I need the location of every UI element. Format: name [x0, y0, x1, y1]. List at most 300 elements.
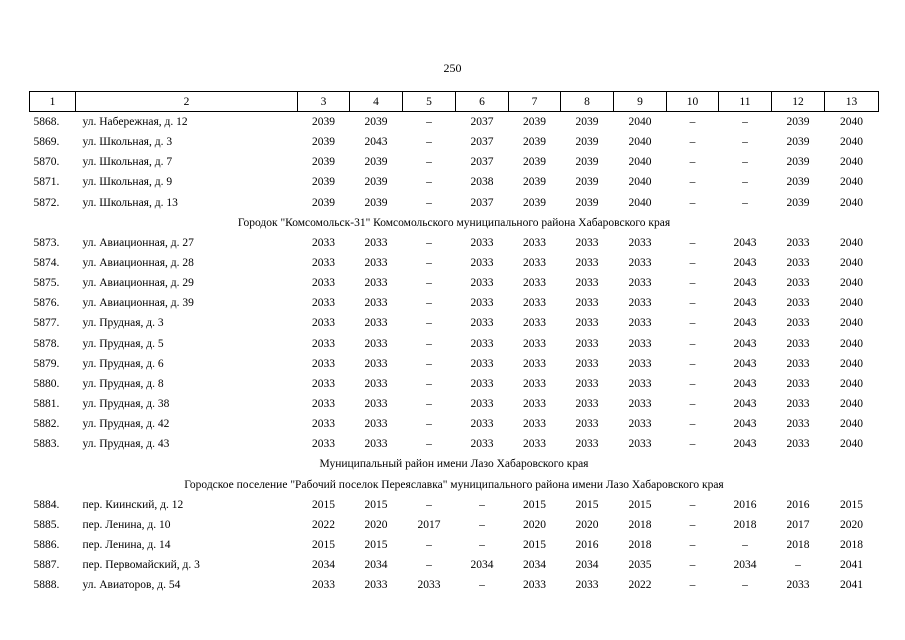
value-cell-col-11: 2043 — [733, 398, 757, 411]
value-cell-col-6: 2033 — [470, 337, 494, 350]
value-cell-col-9: 2033 — [628, 337, 652, 350]
value-cell-col-6: 2033 — [470, 236, 494, 249]
address-cell: пер. Киинский, д. 12 — [82, 498, 184, 511]
value-cell-col-5: – — [426, 257, 432, 270]
value-cell-col-13: 2040 — [840, 297, 863, 310]
value-cell-col-3: 2033 — [312, 277, 335, 290]
value-cell-col-7: 2033 — [523, 438, 546, 451]
value-cell-col-10: – — [689, 116, 696, 129]
value-cell-col-5: – — [426, 317, 432, 330]
table-header-row — [30, 92, 879, 112]
value-cell-col-5: – — [426, 418, 432, 431]
value-cell-col-4: 2015 — [364, 498, 388, 511]
table-row — [30, 253, 879, 273]
value-cell-col-4: 2033 — [364, 337, 388, 350]
value-cell-col-10: – — [689, 498, 696, 511]
page-number: 250 — [443, 61, 462, 75]
address-cell: ул. Прудная, д. 8 — [82, 377, 164, 390]
row-number: 5869. — [33, 136, 60, 149]
value-cell-col-4: 2015 — [364, 539, 388, 552]
value-cell-col-9: 2022 — [628, 579, 652, 592]
value-cell-col-10: – — [689, 297, 696, 310]
value-cell-col-5: – — [426, 297, 432, 310]
value-cell-col-12: 2016 — [786, 498, 810, 511]
value-cell-col-3: 2033 — [312, 297, 335, 310]
table-row — [30, 152, 879, 172]
section-heading-row — [30, 454, 879, 474]
value-cell-col-7: 2015 — [523, 539, 546, 552]
table-row — [30, 555, 879, 575]
row-number: 5874. — [33, 257, 60, 270]
value-cell-col-13: 2040 — [840, 418, 863, 431]
value-cell-col-4: 2033 — [364, 297, 388, 310]
row-number: 5876. — [33, 297, 60, 310]
value-cell-col-7: 2033 — [523, 398, 546, 411]
value-cell-col-5: – — [426, 559, 432, 572]
value-cell-col-13: 2040 — [840, 136, 863, 149]
value-cell-col-12: 2033 — [786, 317, 810, 330]
value-cell-col-5: – — [426, 398, 432, 411]
value-cell-col-10: – — [689, 418, 696, 431]
value-cell-col-10: – — [689, 438, 696, 451]
row-number: 5875. — [33, 277, 60, 290]
value-cell-col-3: 2033 — [312, 398, 335, 411]
value-cell-col-4: 2039 — [364, 176, 388, 189]
address-cell: ул. Школьная, д. 3 — [82, 136, 173, 149]
value-cell-col-13: 2041 — [840, 579, 863, 592]
value-cell-col-11: 2043 — [733, 236, 757, 249]
value-cell-col-12: 2033 — [786, 236, 810, 249]
value-cell-col-7: 2033 — [523, 579, 546, 592]
value-cell-col-6: 2037 — [470, 156, 494, 169]
value-cell-col-8: 2033 — [575, 317, 599, 330]
value-cell-col-8: 2033 — [575, 277, 599, 290]
value-cell-col-7: 2015 — [523, 498, 546, 511]
value-cell-col-13: 2018 — [840, 539, 863, 552]
value-cell-col-5: – — [426, 156, 432, 169]
value-cell-col-7: 2039 — [523, 156, 546, 169]
table-row — [30, 193, 879, 213]
value-cell-col-4: 2033 — [364, 377, 388, 390]
value-cell-col-11: 2043 — [733, 438, 757, 451]
value-cell-col-8: 2034 — [575, 559, 599, 572]
value-cell-col-8: 2033 — [575, 337, 599, 350]
value-cell-col-7: 2033 — [523, 337, 546, 350]
table-row — [30, 575, 879, 595]
value-cell-col-10: – — [689, 277, 696, 290]
value-cell-col-7: 2039 — [523, 196, 546, 209]
value-cell-col-9: 2040 — [628, 196, 652, 209]
address-cell: ул. Прудная, д. 43 — [82, 438, 170, 451]
address-cell: пер. Первомайский, д. 3 — [82, 559, 200, 572]
value-cell-col-12: 2033 — [786, 398, 810, 411]
value-cell-col-3: 2033 — [312, 438, 335, 451]
header-cell-1: 1 — [30, 92, 76, 112]
value-cell-col-4: 2033 — [364, 398, 388, 411]
value-cell-col-8: 2015 — [575, 498, 599, 511]
value-cell-col-11: 2043 — [733, 257, 757, 270]
value-cell-col-3: 2033 — [312, 579, 335, 592]
value-cell-col-6: 2037 — [470, 196, 494, 209]
table-row — [30, 293, 879, 313]
value-cell-col-6: 2034 — [470, 559, 494, 572]
header-cell-4: 4 — [350, 92, 403, 112]
value-cell-col-5: – — [426, 498, 432, 511]
address-cell: пер. Ленина, д. 14 — [82, 539, 171, 552]
value-cell-col-12: 2033 — [786, 297, 810, 310]
value-cell-col-12: 2033 — [786, 377, 810, 390]
value-cell-col-5: – — [426, 337, 432, 350]
table-row — [30, 354, 879, 374]
row-number: 5872. — [33, 196, 60, 209]
value-cell-col-10: – — [689, 136, 696, 149]
value-cell-col-6: 2033 — [470, 418, 494, 431]
value-cell-col-5: – — [426, 438, 432, 451]
value-cell-col-6: 2033 — [470, 398, 494, 411]
table-row — [30, 112, 879, 133]
value-cell-col-12: 2033 — [786, 357, 810, 370]
row-number: 5884. — [33, 498, 60, 511]
value-cell-col-3: 2033 — [312, 377, 335, 390]
section-heading: Городское поселение "Рабочий поселок Переяславка" муниципального района имени Лазо Хабаровского края — [184, 478, 724, 491]
table-row — [30, 414, 879, 434]
value-cell-col-11: – — [742, 136, 748, 149]
value-cell-col-6: 2033 — [470, 277, 494, 290]
address-cell: ул. Авиационная, д. 29 — [82, 277, 194, 290]
value-cell-col-12: 2039 — [786, 196, 810, 209]
value-cell-col-8: 2039 — [575, 156, 599, 169]
value-cell-col-8: 2033 — [575, 398, 599, 411]
value-cell-col-6: 2033 — [470, 357, 494, 370]
value-cell-col-4: 2033 — [364, 257, 388, 270]
address-cell: ул. Прудная, д. 38 — [82, 398, 170, 411]
value-cell-col-3: 2015 — [312, 539, 335, 552]
value-cell-col-9: 2018 — [628, 539, 652, 552]
value-cell-col-7: 2033 — [523, 317, 546, 330]
section-heading: Городок "Комсомольск-31" Комсомольского муниципального района Хабаровского края — [237, 216, 671, 229]
value-cell-col-13: 2040 — [840, 337, 863, 350]
table-row — [30, 132, 879, 152]
value-cell-col-7: 2033 — [523, 377, 546, 390]
value-cell-col-9: 2040 — [628, 136, 652, 149]
address-cell: ул. Прудная, д. 42 — [82, 418, 170, 431]
value-cell-col-3: 2015 — [312, 498, 335, 511]
value-cell-col-8: 2033 — [575, 236, 599, 249]
value-cell-col-13: 2040 — [840, 398, 863, 411]
value-cell-col-12: 2018 — [786, 539, 810, 552]
value-cell-col-3: 2039 — [312, 116, 335, 129]
table-row — [30, 273, 879, 293]
header-cell-3: 3 — [298, 92, 350, 112]
value-cell-col-9: 2035 — [628, 559, 652, 572]
value-cell-col-8: 2033 — [575, 257, 599, 270]
value-cell-col-9: 2040 — [628, 176, 652, 189]
value-cell-col-5: – — [426, 136, 432, 149]
header-cell-9: 9 — [614, 92, 667, 112]
value-cell-col-3: 2039 — [312, 176, 335, 189]
header-cell-6: 6 — [456, 92, 509, 112]
header-cell-8: 8 — [561, 92, 614, 112]
value-cell-col-12: 2033 — [786, 337, 810, 350]
value-cell-col-5: – — [426, 236, 432, 249]
value-cell-col-13: 2040 — [840, 176, 863, 189]
table-row — [30, 515, 879, 535]
header-cell-2: 2 — [76, 92, 298, 112]
value-cell-col-5: 2033 — [417, 579, 441, 592]
value-cell-col-8: 2033 — [575, 297, 599, 310]
value-cell-col-4: 2033 — [364, 357, 388, 370]
value-cell-col-13: 2040 — [840, 277, 863, 290]
value-cell-col-6: 2038 — [470, 176, 494, 189]
value-cell-col-5: – — [426, 377, 432, 390]
value-cell-col-13: 2040 — [840, 236, 863, 249]
table-row — [30, 434, 879, 454]
value-cell-col-11: 2043 — [733, 337, 757, 350]
table-row — [30, 394, 879, 414]
table-row — [30, 495, 879, 515]
value-cell-col-9: 2018 — [628, 518, 652, 531]
value-cell-col-11: 2034 — [733, 559, 757, 572]
value-cell-col-4: 2033 — [364, 438, 388, 451]
value-cell-col-11: – — [742, 116, 748, 129]
value-cell-col-7: 2039 — [523, 176, 546, 189]
value-cell-col-12: 2033 — [786, 579, 810, 592]
table-body — [30, 112, 879, 596]
value-cell-col-13: 2040 — [840, 196, 863, 209]
row-number: 5883. — [33, 438, 60, 451]
value-cell-col-9: 2033 — [628, 236, 652, 249]
value-cell-col-4: 2033 — [364, 418, 388, 431]
value-cell-col-5: – — [426, 357, 432, 370]
value-cell-col-5: 2017 — [417, 518, 441, 531]
value-cell-col-3: 2033 — [312, 418, 335, 431]
value-cell-col-9: 2033 — [628, 277, 652, 290]
value-cell-col-6: – — [479, 579, 485, 592]
address-cell: ул. Школьная, д. 13 — [82, 196, 178, 209]
value-cell-col-10: – — [689, 539, 696, 552]
table-row — [30, 535, 879, 555]
table-row — [30, 172, 879, 192]
value-cell-col-13: 2015 — [840, 498, 863, 511]
value-cell-col-11: 2043 — [733, 418, 757, 431]
value-cell-col-7: 2033 — [523, 297, 546, 310]
row-number: 5881. — [33, 398, 60, 411]
row-number: 5868. — [33, 116, 60, 129]
table-row — [30, 374, 879, 394]
value-cell-col-3: 2033 — [312, 257, 335, 270]
value-cell-col-8: 2020 — [575, 518, 599, 531]
value-cell-col-9: 2033 — [628, 317, 652, 330]
value-cell-col-13: 2020 — [840, 518, 863, 531]
value-cell-col-3: 2034 — [312, 559, 335, 572]
value-cell-col-9: 2033 — [628, 357, 652, 370]
value-cell-col-12: – — [795, 559, 801, 572]
value-cell-col-7: 2039 — [523, 116, 546, 129]
value-cell-col-11: 2043 — [733, 297, 757, 310]
value-cell-col-3: 2039 — [312, 156, 335, 169]
value-cell-col-9: 2033 — [628, 297, 652, 310]
value-cell-col-3: 2039 — [312, 136, 335, 149]
address-cell: ул. Прудная, д. 5 — [82, 337, 164, 350]
section-heading: Муниципальный район имени Лазо Хабаровского края — [319, 458, 589, 471]
value-cell-col-13: 2040 — [840, 357, 863, 370]
value-cell-col-5: – — [426, 176, 432, 189]
value-cell-col-13: 2040 — [840, 257, 863, 270]
value-cell-col-11: 2043 — [733, 357, 757, 370]
address-cell: ул. Прудная, д. 6 — [82, 357, 164, 370]
value-cell-col-12: 2039 — [786, 116, 810, 129]
row-number: 5880. — [33, 377, 60, 390]
value-cell-col-13: 2040 — [840, 438, 863, 451]
row-number: 5886. — [33, 539, 60, 552]
row-number: 5882. — [33, 418, 60, 431]
value-cell-col-6: – — [479, 498, 485, 511]
value-cell-col-8: 2016 — [575, 539, 599, 552]
value-cell-col-10: – — [689, 317, 696, 330]
value-cell-col-8: 2033 — [575, 579, 599, 592]
table-row — [30, 334, 879, 354]
address-cell: ул. Школьная, д. 7 — [82, 156, 173, 169]
value-cell-col-4: 2043 — [364, 136, 388, 149]
value-cell-col-8: 2033 — [575, 357, 599, 370]
value-cell-col-6: 2037 — [470, 136, 494, 149]
value-cell-col-13: 2040 — [840, 156, 863, 169]
value-cell-col-8: 2033 — [575, 438, 599, 451]
value-cell-col-12: 2033 — [786, 418, 810, 431]
value-cell-col-4: 2033 — [364, 317, 388, 330]
header-cell-7: 7 — [509, 92, 561, 112]
table-row — [30, 233, 879, 253]
value-cell-col-6: 2033 — [470, 257, 494, 270]
address-cell: ул. Авиационная, д. 27 — [82, 236, 194, 249]
address-cell: ул. Авиаторов, д. 54 — [82, 579, 181, 592]
value-cell-col-4: 2039 — [364, 156, 388, 169]
value-cell-col-4: 2033 — [364, 277, 388, 290]
value-cell-col-8: 2039 — [575, 176, 599, 189]
value-cell-col-7: 2020 — [523, 518, 546, 531]
value-cell-col-4: 2033 — [364, 579, 388, 592]
row-number: 5870. — [33, 156, 60, 169]
row-number: 5885. — [33, 518, 60, 531]
value-cell-col-3: 2039 — [312, 196, 335, 209]
value-cell-col-9: 2033 — [628, 438, 652, 451]
value-cell-col-9: 2033 — [628, 418, 652, 431]
section-heading-row — [30, 475, 879, 495]
value-cell-col-4: 2033 — [364, 236, 388, 249]
value-cell-col-6: 2033 — [470, 317, 494, 330]
header-cell-13: 13 — [825, 92, 879, 112]
value-cell-col-11: – — [742, 156, 748, 169]
row-number: 5879. — [33, 357, 60, 370]
value-cell-col-6: 2033 — [470, 377, 494, 390]
value-cell-col-9: 2033 — [628, 257, 652, 270]
value-cell-col-4: 2034 — [364, 559, 388, 572]
header-cell-5: 5 — [403, 92, 456, 112]
value-cell-col-10: – — [689, 236, 696, 249]
value-cell-col-4: 2020 — [364, 518, 388, 531]
value-cell-col-10: – — [689, 377, 696, 390]
value-cell-col-9: 2033 — [628, 377, 652, 390]
header-cell-11: 11 — [719, 92, 772, 112]
value-cell-col-7: 2034 — [523, 559, 546, 572]
value-cell-col-11: – — [742, 539, 748, 552]
value-cell-col-6: 2037 — [470, 116, 494, 129]
value-cell-col-12: 2033 — [786, 277, 810, 290]
data-table — [29, 91, 879, 595]
value-cell-col-5: – — [426, 116, 432, 129]
header-cell-10: 10 — [667, 92, 719, 112]
value-cell-col-11: 2043 — [733, 277, 757, 290]
value-cell-col-10: – — [689, 176, 696, 189]
address-cell: ул. Авиационная, д. 28 — [82, 257, 194, 270]
value-cell-col-10: – — [689, 257, 696, 270]
value-cell-col-3: 2022 — [312, 518, 335, 531]
table-row — [30, 313, 879, 333]
address-cell: ул. Школьная, д. 9 — [82, 176, 173, 189]
value-cell-col-9: 2040 — [628, 156, 652, 169]
address-cell: ул. Прудная, д. 3 — [82, 317, 164, 330]
value-cell-col-8: 2033 — [575, 377, 599, 390]
value-cell-col-12: 2033 — [786, 438, 810, 451]
value-cell-col-5: – — [426, 277, 432, 290]
value-cell-col-7: 2039 — [523, 136, 546, 149]
value-cell-col-7: 2033 — [523, 257, 546, 270]
value-cell-col-11: – — [742, 176, 748, 189]
value-cell-col-3: 2033 — [312, 236, 335, 249]
value-cell-col-10: – — [689, 518, 696, 531]
value-cell-col-10: – — [689, 357, 696, 370]
row-number: 5877. — [33, 317, 60, 330]
row-number: 5878. — [33, 337, 60, 350]
value-cell-col-13: 2040 — [840, 116, 863, 129]
value-cell-col-12: 2039 — [786, 156, 810, 169]
value-cell-col-9: 2040 — [628, 116, 652, 129]
value-cell-col-13: 2040 — [840, 317, 863, 330]
value-cell-col-10: – — [689, 196, 696, 209]
row-number: 5888. — [33, 579, 60, 592]
value-cell-col-6: – — [479, 539, 485, 552]
value-cell-col-10: – — [689, 337, 696, 350]
value-cell-col-12: 2033 — [786, 257, 810, 270]
value-cell-col-11: – — [742, 579, 748, 592]
value-cell-col-9: 2033 — [628, 398, 652, 411]
value-cell-col-8: 2033 — [575, 418, 599, 431]
value-cell-col-5: – — [426, 196, 432, 209]
value-cell-col-9: 2015 — [628, 498, 652, 511]
value-cell-col-10: – — [689, 156, 696, 169]
value-cell-col-11: 2016 — [733, 498, 757, 511]
value-cell-col-11: 2018 — [733, 518, 757, 531]
value-cell-col-7: 2033 — [523, 277, 546, 290]
value-cell-col-12: 2039 — [786, 136, 810, 149]
section-heading-row — [30, 213, 879, 233]
value-cell-col-3: 2033 — [312, 357, 335, 370]
value-cell-col-8: 2039 — [575, 196, 599, 209]
value-cell-col-10: – — [689, 579, 696, 592]
address-cell: ул. Авиационная, д. 39 — [82, 297, 194, 310]
value-cell-col-11: 2043 — [733, 377, 757, 390]
value-cell-col-8: 2039 — [575, 116, 599, 129]
address-cell: ул. Набережная, д. 12 — [82, 116, 188, 129]
value-cell-col-3: 2033 — [312, 337, 335, 350]
row-number: 5873. — [33, 236, 60, 249]
header-cell-12: 12 — [772, 92, 825, 112]
value-cell-col-13: 2041 — [840, 559, 863, 572]
value-cell-col-7: 2033 — [523, 418, 546, 431]
row-number: 5871. — [33, 176, 60, 189]
address-cell: пер. Ленина, д. 10 — [82, 518, 171, 531]
value-cell-col-7: 2033 — [523, 236, 546, 249]
